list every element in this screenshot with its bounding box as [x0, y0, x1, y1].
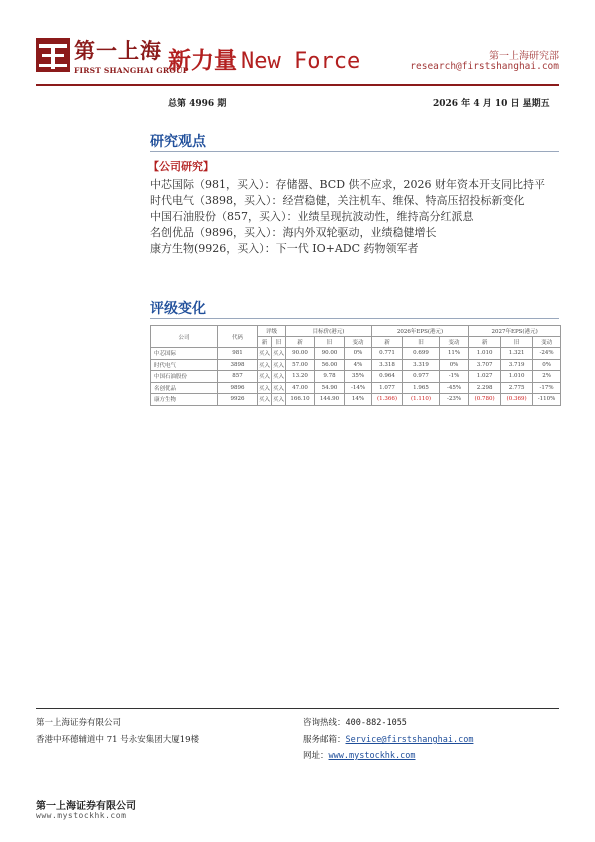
header-company: 公司	[151, 326, 218, 348]
email-label: 服务邮箱：	[303, 735, 346, 745]
cell-eps2026-change: -1%	[440, 371, 469, 383]
cell-eps2027-change: 2%	[533, 371, 561, 383]
cell-eps2027-old: 1.321	[501, 348, 533, 360]
logo-english-text: FIRST SHANGHAI GROUP	[74, 66, 189, 75]
website-link[interactable]: www.mystockhk.com	[328, 751, 416, 761]
cell-eps2026-old: 1.965	[403, 382, 440, 394]
publication-title-cn: 新力量	[168, 48, 237, 74]
cell-rating-old: 买入	[272, 371, 286, 383]
header-new: 新	[286, 337, 315, 348]
header-old: 旧	[315, 337, 345, 348]
table-row	[151, 394, 561, 406]
cell-eps2026-new: 1.077	[372, 382, 403, 394]
cell-eps2026-old: 0.699	[403, 348, 440, 360]
cell-code: 9896	[218, 382, 258, 394]
logo-chinese-text: 第一上海	[74, 38, 162, 63]
phone-label: 咨询热线：	[303, 718, 346, 728]
cell-eps2027-new: 1.010	[469, 348, 501, 360]
header-change: 变动	[533, 337, 561, 348]
footer-divider	[36, 708, 559, 709]
research-item[interactable]: 名创优品（9896，买入）：海内外双轮驱动，业绩稳健增长	[150, 226, 437, 239]
cell-eps2027-new: (0.780)	[469, 394, 501, 406]
publication-title-en: New Force	[241, 49, 361, 74]
cell-target-change: 4%	[345, 359, 372, 371]
header-new: 新	[372, 337, 403, 348]
research-department: 第一上海研究部	[489, 51, 559, 62]
rating-changes-table	[150, 325, 561, 406]
cell-code: 857	[218, 371, 258, 383]
footer-phone	[303, 716, 407, 728]
cell-eps2027-change: 0%	[533, 359, 561, 371]
cell-company: 时代电气	[151, 359, 218, 371]
cell-rating-new: 买入	[258, 382, 272, 394]
section-title-rating-changes: 评级变化	[150, 301, 206, 317]
cell-target-new: 57.00	[286, 359, 315, 371]
table-row	[151, 371, 561, 383]
cell-eps2026-old: 0.977	[403, 371, 440, 383]
footer-company: 第一上海证券有限公司	[36, 718, 122, 728]
cell-target-old: 9.78	[315, 371, 345, 383]
research-item[interactable]: 康方生物(9926，买入）：下一代 IO+ADC 药物领军者	[150, 242, 419, 255]
first-shanghai-logo-icon	[36, 38, 70, 72]
table-header-row	[151, 326, 561, 337]
company-research-tag: 【公司研究】	[148, 160, 214, 173]
cell-eps2026-change: 11%	[440, 348, 469, 360]
section-title-research-views: 研究观点	[150, 134, 206, 150]
cell-rating-new: 买入	[258, 359, 272, 371]
footer-email	[303, 733, 473, 745]
cell-eps2027-change: -17%	[533, 382, 561, 394]
cell-target-new: 47.00	[286, 382, 315, 394]
cell-code: 9926	[218, 394, 258, 406]
table-row	[151, 348, 561, 360]
research-item[interactable]: 时代电气（3898，买入）：经营稳健，关注机车、维保、特高压招投标新变化	[150, 194, 525, 207]
cell-eps2027-new: 2.298	[469, 382, 501, 394]
cell-target-old: 56.00	[315, 359, 345, 371]
header-new: 新	[469, 337, 501, 348]
research-email[interactable]: research@firstshanghai.com	[410, 61, 559, 72]
cell-eps2026-new: 0.771	[372, 348, 403, 360]
header-target-price: 目标价(港元)	[286, 326, 372, 337]
bottom-website[interactable]: www.mystockhk.com	[36, 811, 127, 820]
cell-target-change: 35%	[345, 371, 372, 383]
header-eps-2027: 2027年EPS(港元)	[469, 326, 561, 337]
publication-title	[168, 46, 360, 77]
cell-eps2026-change: -23%	[440, 394, 469, 406]
cell-rating-new: 买入	[258, 348, 272, 360]
header-code: 代码	[218, 326, 258, 348]
cell-target-change: 14%	[345, 394, 372, 406]
service-email-link[interactable]: Service@firstshanghai.com	[345, 735, 474, 745]
cell-target-old: 90.00	[315, 348, 345, 360]
header-new: 新	[258, 337, 272, 348]
footer-address: 香港中环德辅道中 71 号永安集团大厦19楼	[36, 735, 200, 745]
cell-eps2026-old: 3.319	[403, 359, 440, 371]
issue-date: 2026 年 4 月 10 日 星期五	[433, 99, 550, 109]
cell-company: 中国石油股份	[151, 371, 218, 383]
cell-eps2027-old: 2.775	[501, 382, 533, 394]
cell-eps2027-new: 3.707	[469, 359, 501, 371]
header-rating: 评级	[258, 326, 286, 337]
cell-eps2026-change: 0%	[440, 359, 469, 371]
cell-target-old: 54.90	[315, 382, 345, 394]
cell-target-new: 13.20	[286, 371, 315, 383]
cell-eps2026-new: 0.964	[372, 371, 403, 383]
website-label: 网址：	[303, 751, 329, 761]
header-change: 变动	[440, 337, 469, 348]
cell-eps2027-new: 1.027	[469, 371, 501, 383]
cell-eps2027-change: -24%	[533, 348, 561, 360]
table-row	[151, 359, 561, 371]
issue-number: 总第 4996 期	[168, 99, 227, 109]
section-divider	[150, 318, 559, 319]
cell-target-change: -14%	[345, 382, 372, 394]
phone-number[interactable]: 400-882-1055	[345, 718, 407, 728]
cell-rating-old: 买入	[272, 382, 286, 394]
cell-company: 名创优品	[151, 382, 218, 394]
cell-code: 981	[218, 348, 258, 360]
cell-eps2026-change: -45%	[440, 382, 469, 394]
cell-target-new: 90.00	[286, 348, 315, 360]
cell-rating-new: 买入	[258, 394, 272, 406]
cell-target-old: 144.90	[315, 394, 345, 406]
cell-target-new: 166.10	[286, 394, 315, 406]
footer-website	[303, 749, 416, 761]
table-row	[151, 382, 561, 394]
cell-eps2026-new: (1.366)	[372, 394, 403, 406]
header-old: 旧	[272, 337, 286, 348]
cell-rating-old: 买入	[272, 394, 286, 406]
research-item[interactable]: 中国石油股份（857，买入）：业绩呈现抗波动性，维持高分红派息	[150, 210, 474, 223]
cell-rating-new: 买入	[258, 371, 272, 383]
header-change: 变动	[345, 337, 372, 348]
cell-eps2027-old: (0.369)	[501, 394, 533, 406]
cell-eps2027-old: 1.010	[501, 371, 533, 383]
bottom-company-name: 第一上海证券有限公司	[36, 801, 136, 812]
cell-target-change: 0%	[345, 348, 372, 360]
cell-eps2026-new: 3.318	[372, 359, 403, 371]
cell-rating-old: 买入	[272, 359, 286, 371]
cell-eps2026-old: (1.110)	[403, 394, 440, 406]
header-eps-2026: 2026年EPS(港元)	[372, 326, 469, 337]
header-old: 旧	[501, 337, 533, 348]
cell-company: 中芯国际	[151, 348, 218, 360]
header-divider	[36, 84, 559, 86]
header-old: 旧	[403, 337, 440, 348]
section-divider	[150, 151, 559, 152]
cell-eps2027-old: 3.719	[501, 359, 533, 371]
cell-code: 3898	[218, 359, 258, 371]
cell-company: 康方生物	[151, 394, 218, 406]
cell-eps2027-change: -110%	[533, 394, 561, 406]
cell-rating-old: 买入	[272, 348, 286, 360]
research-item[interactable]: 中芯国际（981，买入）：存储器、BCD 供不应求，2026 财年资本开支同比持平	[150, 178, 546, 191]
